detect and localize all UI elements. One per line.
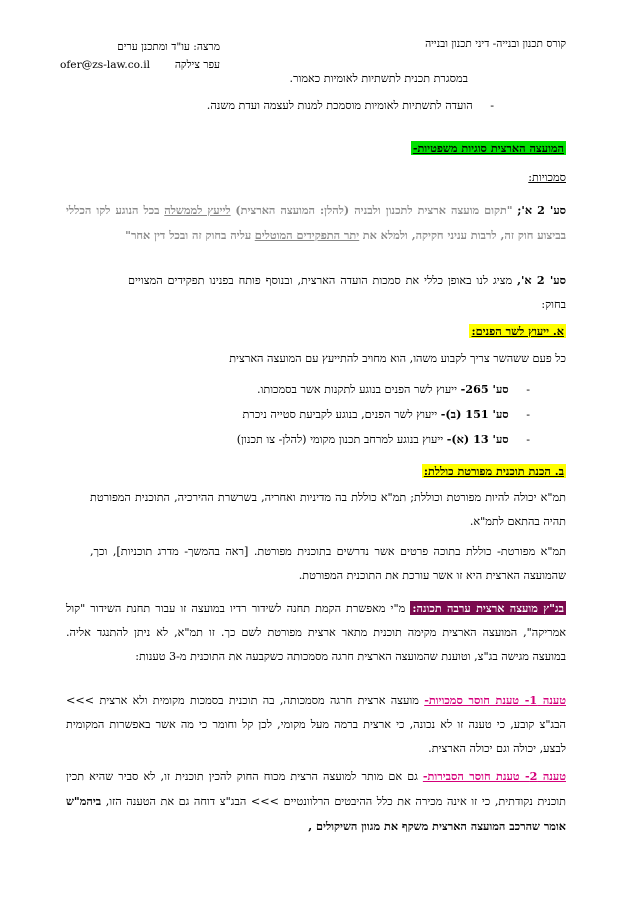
sub-b-text2: תמ"א מפורטת- כוללת בתוכה פרטים אשר נדרשים בתוכנית מפורטת. [ראה בהמשך- מדרג תוכניות], וכך, שהמועצה הארצית היא זו אשר עורכת את התוכנית המפורטת. [90, 545, 566, 582]
claim2-paragraph [66, 764, 566, 839]
case-text: מ"י מאפשרת הקמת תחנה לשידור רדיו במועצה זו עבור תחנת השידור "קול אמריקה", המועצה הארצית מקימה תוכנית מתאר ארצית מפורטת לשם כך. זו תמ"א, לא ניתן להתנגד אליה. במועצה מגישה בג"צ, וטוענת שהמועצה הארצית חרגה מסמכותה כשקבעה את התוכנית מ-3 טענות: [66, 602, 566, 663]
sub-b-text1: תמ"א יכולה להיות מפורטת וכוללת; תמ"א כוללת בה מדיניות ואחריה, בשרשרת ההירכיה, התוכנית המפורטת תהיה בהתאם לתמ"א. [90, 491, 566, 528]
intro-line2 [70, 95, 494, 117]
para2 [128, 268, 566, 317]
para1-text-b: בכל הנוגע לקו הכללי בביצוע חוק זה, לרבות עניני חקיקה, ולמלא את [66, 203, 566, 242]
intro-line2-text: הועדה לתשתיות לאומיות מוסמכת למנות לעצמה ועדת משנה. [206, 99, 473, 112]
sub-a-text: כל פעם ששהשר צריך לקבוע משהו, הוא מחויב להתייעץ עם המועצה הארצית [229, 352, 566, 365]
claim2-text: גם אם מותר למועצה הרצית מכוח החוק להכין תוכנית זו, לא סביר שהיא תכין תוכנית נקודתית, כי זו אינה מכירה את כלל ההיבטים הרלוונטיים >>> הבג"צ דוחה גם את הטענה הזו, [66, 770, 566, 808]
list-text: ייעוץ לשר הפנים, בנוגע לקביעת סטייה ניכרת [242, 408, 438, 421]
claim2-bold-end: ביהמ"ש אומר שהרכב המועצה הארצית משקף את מגוון השיקולים , [66, 794, 566, 833]
para1-ref: סע' 2 א'; [517, 203, 567, 217]
para2-ref: סע' 2 א', [517, 273, 566, 287]
intro-line1: במסגרת תכנית לתשתיות לאומיות כאמור. [289, 72, 468, 85]
para1-text-a: "תקום מועצה ארצית לתכנון ולבניה (להלן: המועצה הארצית) [235, 203, 513, 217]
case-label: בג"ץ מועצה ארצית ערבה תכונה: [412, 601, 565, 615]
para1-underlined: לייעץ לממשלה [164, 203, 231, 217]
para1-text-c: עליה בחוק זה ובכל דין אחר" [125, 228, 252, 242]
sub-b-title [70, 460, 566, 483]
list-text: ייעוץ לשר הפנים בנוגע לתקנות אשר בסמכותו. [256, 383, 458, 396]
lecturer-email[interactable]: ofer@zs-law.co.il [60, 59, 150, 71]
list-ref: סע' 265- [460, 382, 509, 396]
para1 [66, 198, 566, 248]
lecturer-name: עפר צילקה [174, 59, 220, 71]
claim1-label: טענה 1- טענת חוסר סמכויות- [424, 693, 567, 707]
claim1-paragraph [66, 688, 566, 761]
sub-a-title-text: א. ייעוץ לשר הפנים: [471, 324, 564, 338]
para2-text: מציג לנו באופן כללי את סמכות הועדה הארצית, ובנוסף פותח בפנינו תפקידים המצויים בחוק: [128, 274, 566, 311]
section-title [70, 137, 566, 160]
powers-label: סמכויות: [528, 171, 566, 184]
sub-b-title-text: ב. הכנת תוכנית מפורטת כוללת: [423, 464, 564, 478]
intro-dash: - [490, 99, 494, 112]
case-paragraph [66, 596, 566, 669]
list-dash: - [526, 383, 530, 396]
list-a-item-1 [70, 378, 530, 401]
list-text: ייעוץ בנוגע למרחב תכנון מקומי (להלן- צו תכנון) [236, 433, 444, 446]
claim1-text: מועצה ארצית חרגה מסמכותה, בה תוכנית בסמכות מקומית ולא ארצית >>> הבג"צ קובע, כי טענה זו לא נכונה, כי ארצית ברמה מעל מקומי, לכן קל וחומר כי מה אשר באפשרות המקומית לבצע, יכולה וגם יכולה הארצית. [66, 694, 566, 755]
list-ref: סע' 151 (ב)- [440, 407, 509, 421]
header-course: קורס תכנון ובנייה- דיני תכנון ובנייה [425, 38, 566, 50]
sub-a-title [70, 320, 566, 343]
para1-underlined2: יתר התפקידים המוטלים [254, 228, 360, 242]
list-dash: - [526, 408, 530, 421]
list-dash: - [526, 433, 530, 446]
claim2-label: טענה 2- טענת חוסר הסבירות- [422, 769, 566, 783]
list-ref: סע' 13 (א)- [446, 432, 509, 446]
lecturer-title: מרצה: עו"ד ומתכנן ערים [117, 41, 220, 53]
section-title-text: המועצה הארצית סוגיות משפטיות- [412, 141, 564, 155]
list-a-item-2 [70, 403, 530, 426]
list-a-item-3 [70, 428, 530, 451]
